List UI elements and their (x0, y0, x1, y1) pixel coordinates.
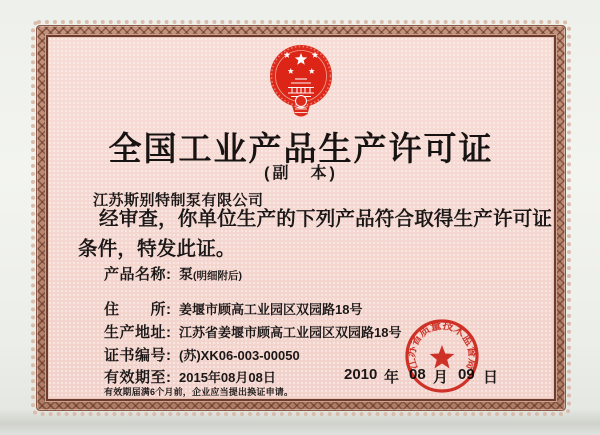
field-value: 姜堰市顾高工业园区双园路18号 (179, 302, 363, 317)
field-value-note: (明细附后) (193, 270, 242, 282)
certificate (32, 21, 570, 415)
field-label: 产品名称: (104, 266, 172, 283)
certificate-paper (46, 35, 556, 401)
field-label: 住 所: (104, 301, 172, 318)
issue-day: 09 (458, 366, 475, 383)
statement-line-2: 条件，特发此证。 (78, 238, 236, 260)
seal-text: 江苏省质量技术监督局 (405, 319, 479, 371)
official-seal-stamp (387, 301, 497, 411)
issue-month-unit: 月 (433, 369, 449, 386)
renewal-footnote: 有效期届满6个月前，企业应当提出换证申请。 (104, 387, 294, 397)
field-value: 江苏省姜堰市顾高工业园区双园路18号 (179, 325, 402, 340)
field-label: 生产地址: (104, 324, 172, 341)
field-value: 2015年08月08日 (179, 370, 276, 385)
certificate-title: 全国工业产品生产许可证 (108, 130, 494, 167)
certificate-ornate-border (36, 25, 566, 411)
issue-day-unit: 日 (483, 369, 499, 386)
seal-star-icon (430, 345, 455, 369)
issue-month: 08 (409, 366, 426, 383)
field-label: 有效期至: (104, 369, 172, 386)
field-row-address (104, 298, 362, 319)
certificate-subtitle: (副 本) (264, 165, 338, 182)
field-label: 证书编号: (104, 347, 172, 364)
statement-line-1: 经审查，你单位生产的下列产品符合取得生产许可证 (99, 208, 553, 230)
field-value: 泵 (179, 266, 193, 282)
field-value: (苏)XK06-003-00050 (179, 348, 300, 363)
field-row-production-address (104, 321, 401, 342)
issue-year-unit: 年 (384, 369, 400, 386)
company-name: 江苏斯别特制泵有限公司 (93, 192, 264, 209)
field-row-product-name (104, 263, 242, 284)
field-row-certificate-number (104, 344, 300, 365)
svg-text:江苏省质量技术监督局 (404, 318, 481, 373)
china-national-emblem-icon (265, 43, 337, 121)
certificate-content (51, 40, 551, 396)
issue-year: 2010 (344, 366, 378, 383)
